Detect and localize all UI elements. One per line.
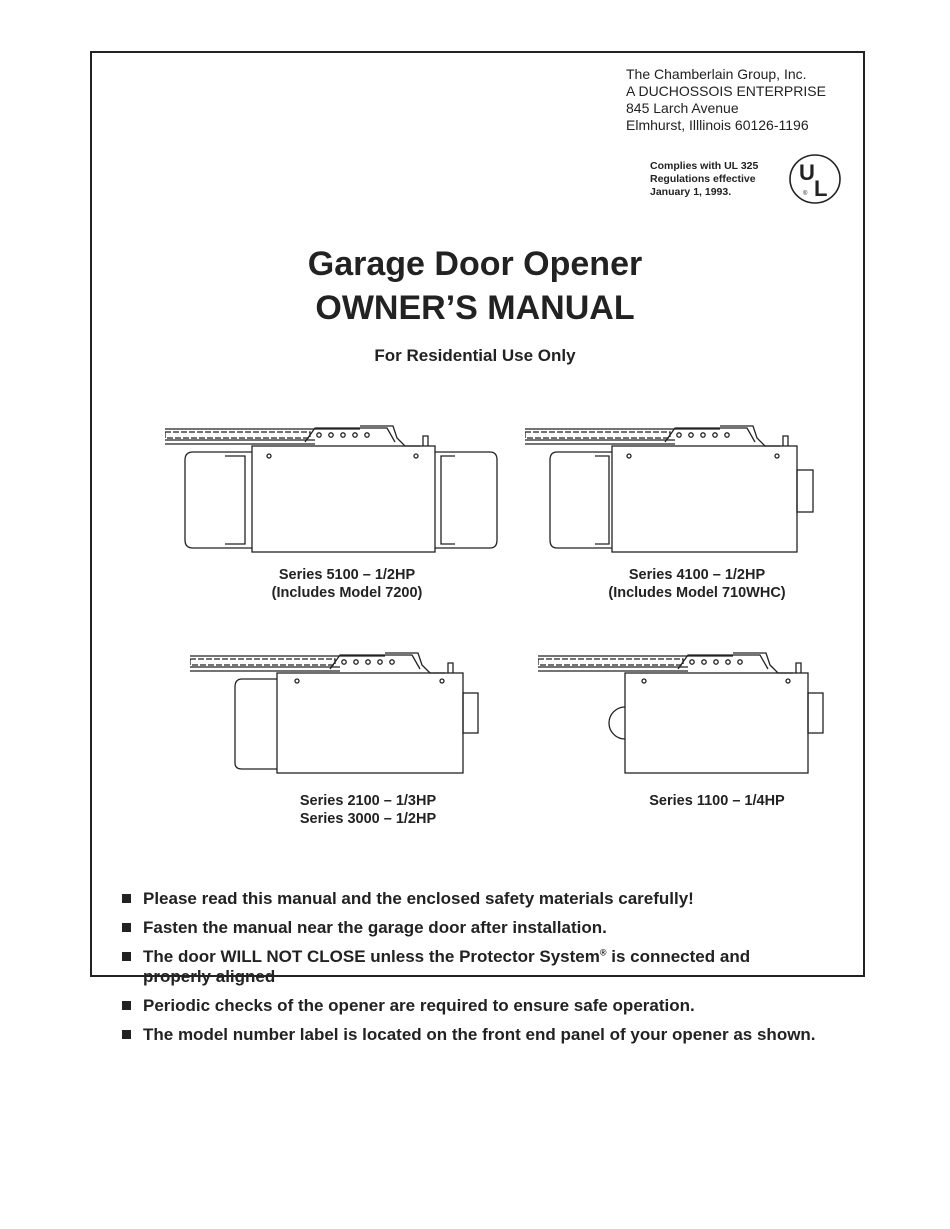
company-address [626,66,826,134]
caption-line: (Includes Model 710WHC) [608,585,786,601]
caption-line: Series 3000 – 1/2HP [299,811,437,827]
list-item-text: The model number label is located on the front end panel of your opener as shown. [143,1025,816,1044]
caption-series-1100 [617,792,817,810]
opener-series-1100-illustration [538,645,828,775]
list-item [120,889,820,909]
caption-series-4100 [597,566,797,602]
ul-logo-icon [788,153,842,205]
list-item-text [143,947,750,986]
list-item [120,996,820,1016]
ul-logo-letter-u: U [799,160,815,185]
opener-series-4100-illustration [525,418,820,554]
bullet-square-icon [122,1001,131,1010]
opener-series-5100-illustration [165,418,505,554]
ul-note-line: Regulations effective [650,173,756,185]
bullet-square-icon [122,923,131,932]
caption-line: Series 4100 – 1/2HP [628,567,766,583]
caption-line: (Includes Model 7200) [271,585,423,601]
bullet-square-icon [122,952,131,961]
title-line-1: Garage Door Opener [307,245,643,283]
ul-logo-letter-l: L [814,176,828,201]
company-parent: A DUCHOSSOIS ENTERPRISE [626,83,826,99]
caption-line: Series 1100 – 1/4HP [649,793,785,809]
ul-note-line: Complies with UL 325 [650,160,759,172]
caption-series-5100 [247,566,447,602]
list-item-text-part: is connected and properly aligned [143,947,751,986]
ul-logo-registered: ® [803,191,808,197]
company-name: The Chamberlain Group, Inc. [626,66,807,82]
list-item-text: Periodic checks of the opener are required to ensure safe operation. [143,996,695,1015]
ul-note-line: January 1, 1993. [650,186,732,198]
list-item [120,1025,820,1045]
title-line-2: OWNER’S MANUAL [315,289,635,327]
bullet-square-icon [122,1030,131,1039]
safety-notes-list [120,889,820,1054]
caption-line: Series 2100 – 1/3HP [299,793,437,809]
list-item-text: Fasten the manual near the garage door after installation. [143,918,607,937]
list-item-text-part: The door WILL NOT CLOSE unless the Protector System [143,947,600,966]
subtitle: For Residential Use Only [374,346,576,365]
company-city: Elmhurst, Illlinois 60126-1196 [626,117,809,133]
list-item-text: Please read this manual and the enclosed safety materials carefully! [143,889,694,908]
ul-compliance-note [650,160,758,199]
list-item [120,918,820,938]
opener-series-2100-illustration [190,645,485,775]
caption-line: Series 5100 – 1/2HP [278,567,416,583]
company-street: 845 Larch Avenue [626,100,739,116]
caption-series-2100 [268,792,468,828]
bullet-square-icon [122,894,131,903]
registered-mark: ® [599,947,607,958]
list-item [120,947,820,987]
